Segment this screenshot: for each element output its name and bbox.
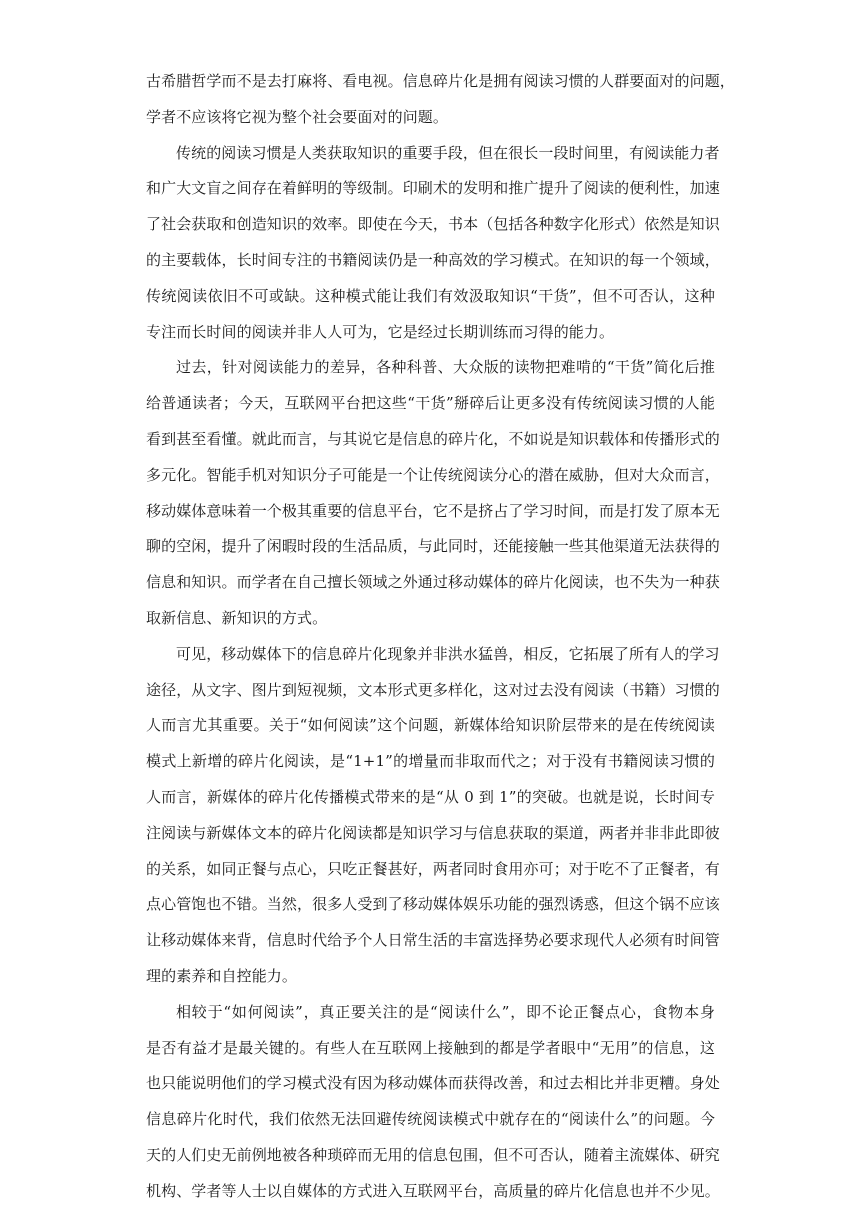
text-line: 模式上新增的碎片化阅读，是“1+1”的增量而非取而代之；对于没有书籍阅读习惯的 [146, 752, 715, 771]
text-line: 过去，针对阅读能力的差异，各种科普、大众版的读物把难啃的“干货”简化后推 [176, 358, 715, 377]
document-body [146, 64, 735, 1210]
paragraph [146, 350, 720, 636]
text-line: 多元化。智能手机对知识分子可能是一个让传统阅读分心的潜在威胁，但对大众而言， [146, 465, 720, 484]
text-line: 信息碎片化时代，我们依然无法回避传统阅读模式中就存在的“阅读什么”的问题。今 [146, 1110, 715, 1129]
text-line: 注阅读与新媒体文本的碎片化阅读都是知识学习与信息获取的渠道，两者并非非此即彼 [146, 823, 720, 842]
text-line: 信息和知识。而学者在自己擅长领域之外通过移动媒体的碎片化阅读，也不失为一种获 [146, 573, 720, 592]
text-line: 途径，从文字、图片到短视频，文本形式更多样化，这对过去没有阅读（书籍）习惯的 [146, 680, 720, 699]
text-line: 人而言，新媒体的碎片化传播模式带来的是“从 0 到 1”的突破。也就是说，长时间专 [146, 787, 715, 806]
text-line: 聊的空闲，提升了闲暇时段的生活品质，与此同时，还能接触一些其他渠道无法获得的 [146, 537, 720, 556]
text-line: 相较于“如何阅读”，真正要关注的是“阅读什么”，即不论正餐点心，食物本身 [176, 1002, 715, 1021]
text-line: 是否有益才是最关键的。有些人在互联网上接触到的都是学者眼中“无用”的信息，这 [146, 1038, 715, 1057]
text-line: 传统的阅读习惯是人类获取知识的重要手段，但在很长一段时间里，有阅读能力者 [176, 143, 720, 162]
text-line: 机构、学者等人士以自媒体的方式进入互联网平台，高质量的碎片化信息也并不少见。 [146, 1181, 720, 1200]
paragraph [146, 637, 720, 995]
text-line: 移动媒体意味着一个极其重要的信息平台，它不是挤占了学习时间，而是打发了原本无 [146, 501, 720, 520]
text-line: 学者不应该将它视为整个社会要面对的问题。 [146, 107, 449, 126]
text-line: 理的素养和自控能力。 [146, 966, 298, 985]
paragraph [146, 136, 720, 351]
text-line: 古希腊哲学而不是去打麻将、看电视。信息碎片化是拥有阅读习惯的人群要面对的问题， [146, 72, 735, 90]
text-line: 人而言尤其重要。关于“如何阅读”这个问题，新媒体给知识阶层带来的是在传统阅读 [146, 716, 715, 735]
text-line: 取新信息、新知识的方式。 [146, 608, 328, 627]
text-line: 给普通读者；今天，互联网平台把这些“干货”掰碎后让更多没有传统阅读习惯的人能 [146, 394, 715, 413]
text-line: 点心管饱也不错。当然，很多人受到了移动媒体娱乐功能的强烈诱惑，但这个锅不应该 [146, 895, 720, 914]
text-line: 也只能说明他们的学习模式没有因为移动媒体而获得改善，和过去相比并非更糟。身处 [146, 1074, 720, 1093]
paragraph [146, 995, 720, 1210]
paragraph [146, 64, 735, 136]
text-line: 的主要载体，长时间专注的书籍阅读仍是一种高效的学习模式。在知识的每一个领域， [146, 250, 720, 269]
text-line: 可见，移动媒体下的信息碎片化现象并非洪水猛兽，相反，它拓展了所有人的学习 [176, 644, 720, 663]
text-line: 专注而长时间的阅读并非人人可为，它是经过长期训练而习得的能力。 [146, 322, 615, 341]
text-line: 让移动媒体来背，信息时代给予个人日常生活的丰富选择势必要求现代人必须有时间管 [146, 931, 720, 950]
text-line: 传统阅读依旧不可或缺。这种模式能让我们有效汲取知识“干货”，但不可否认，这种 [146, 286, 715, 305]
text-line: 了社会获取和创造知识的效率。即使在今天，书本（包括各种数字化形式）依然是知识 [146, 215, 720, 234]
text-line: 的关系，如同正餐与点心，只吃正餐甚好，两者同时食用亦可；对于吃不了正餐者，有 [146, 859, 720, 878]
text-line: 天的人们史无前例地被各种琐碎而无用的信息包围，但不可否认，随着主流媒体、研究 [146, 1145, 720, 1164]
text-line: 看到甚至看懂。就此而言，与其说它是信息的碎片化，不如说是知识载体和传播形式的 [146, 429, 720, 448]
text-line: 和广大文盲之间存在着鲜明的等级制。印刷术的发明和推广提升了阅读的便利性，加速 [146, 179, 720, 198]
